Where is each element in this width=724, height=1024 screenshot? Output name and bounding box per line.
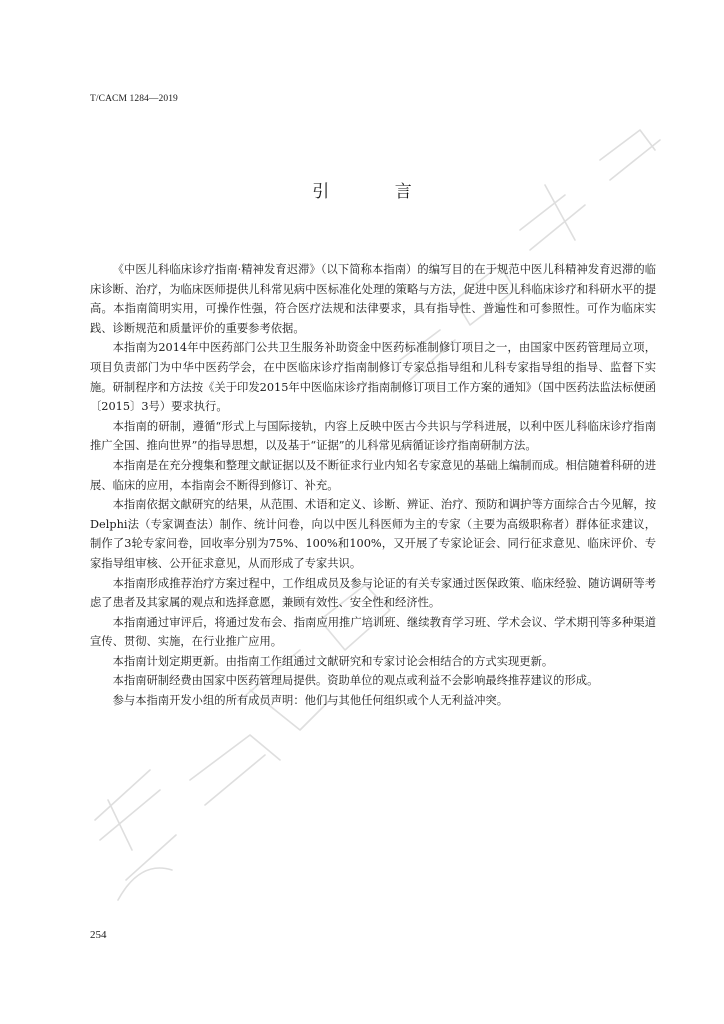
paragraph: 本指南依据文献研究的结果，从范围、术语和定义、诊断、辨证、治疗、预防和调护等方面综合古今见解，按Delphi法（专家调查法）制作、统计问卷，向以中医儿科医师为主的专家（主要为高级职称者）群体征求建议，制作了3轮专家问卷，回收率分别为75%、100%和100%，又开展了专家论证会、同行征求意见、临床评价、专家指导组审核、公开征求意见，从而形成了专家共识。 — [90, 498, 656, 570]
page-number: 254 — [90, 929, 107, 941]
paragraph: 本指南研制经费由国家中医药管理局提供。资助单位的观点或利益不会影响最终推荐建议的形成。 — [112, 674, 599, 688]
paragraph: 本指南为2014年中医药部门公共卫生服务补助资金中医药标准制修订项目之一，由国家中医药管理局立项，项目负责部门为中华中医药学会，在中医临床诊疗指南制修订专家总指导组和儿科专家指导组的指导、监督下实施。研制程序和方法按《关于印发2015年中医临床诊疗指南制修订项目工作方案的通知》（国中医药法监法标便函〔2015〕3号）要求执行。 — [90, 341, 656, 414]
section-title: 引 言 — [312, 182, 442, 202]
paragraph: 参与本指南开发小组的所有成员声明：他们与其他任何组织或个人无利益冲突。 — [112, 694, 508, 708]
paragraph: 《中医儿科临床诊疗指南·精神发育迟滞》（以下简称本指南）的编写目的在于规范中医儿科精神发育迟滞的临床诊断、治疗，为临床医师提供儿科常见病中医标准化处理的策略与方法，促进中医儿科临床诊疗和科研水平的提高。本指南简明实用，可操作性强，符合医疗法规和法律要求，具有指导性、普遍性和可参照性。可作为临床实践、诊断规范和质量评价的重要参考依据。 — [90, 263, 656, 335]
paragraph: 本指南的研制，遵循“形式上与国际接轨，内容上反映中医古今共识与学科进展，以利中医儿科临床诊疗指南推广全国、推向世界”的指导思想，以及基于“证据”的儿科常见病循证诊疗指南研制方法。 — [90, 419, 656, 453]
paragraph: 本指南是在充分搜集和整理文献证据以及不断征求行业内知名专家意见的基础上编制而成。相信随着科研的进展、临床的应用，本指南会不断得到修订、补充。 — [90, 458, 656, 492]
document-code: T/CACM 1284—2019 — [90, 94, 178, 104]
paragraph: 本指南计划定期更新。由指南工作组通过文献研究和专家讨论会相结合的方式实现更新。 — [112, 654, 554, 668]
paragraph: 本指南通过审评后，将通过发布会、指南应用推广培训班、继续教育学习班、学术会议、学术期刊等多种渠道宣传、贯彻、实施，在行业推广应用。 — [90, 615, 656, 649]
body-text — [90, 260, 656, 711]
paragraph: 本指南形成推荐治疗方案过程中，工作组成员及参与论证的有关专家通过医保政策、临床经验、随访调研等考虑了患者及其家属的观点和选择意愿，兼顾有效性、安全性和经济性。 — [90, 576, 656, 610]
